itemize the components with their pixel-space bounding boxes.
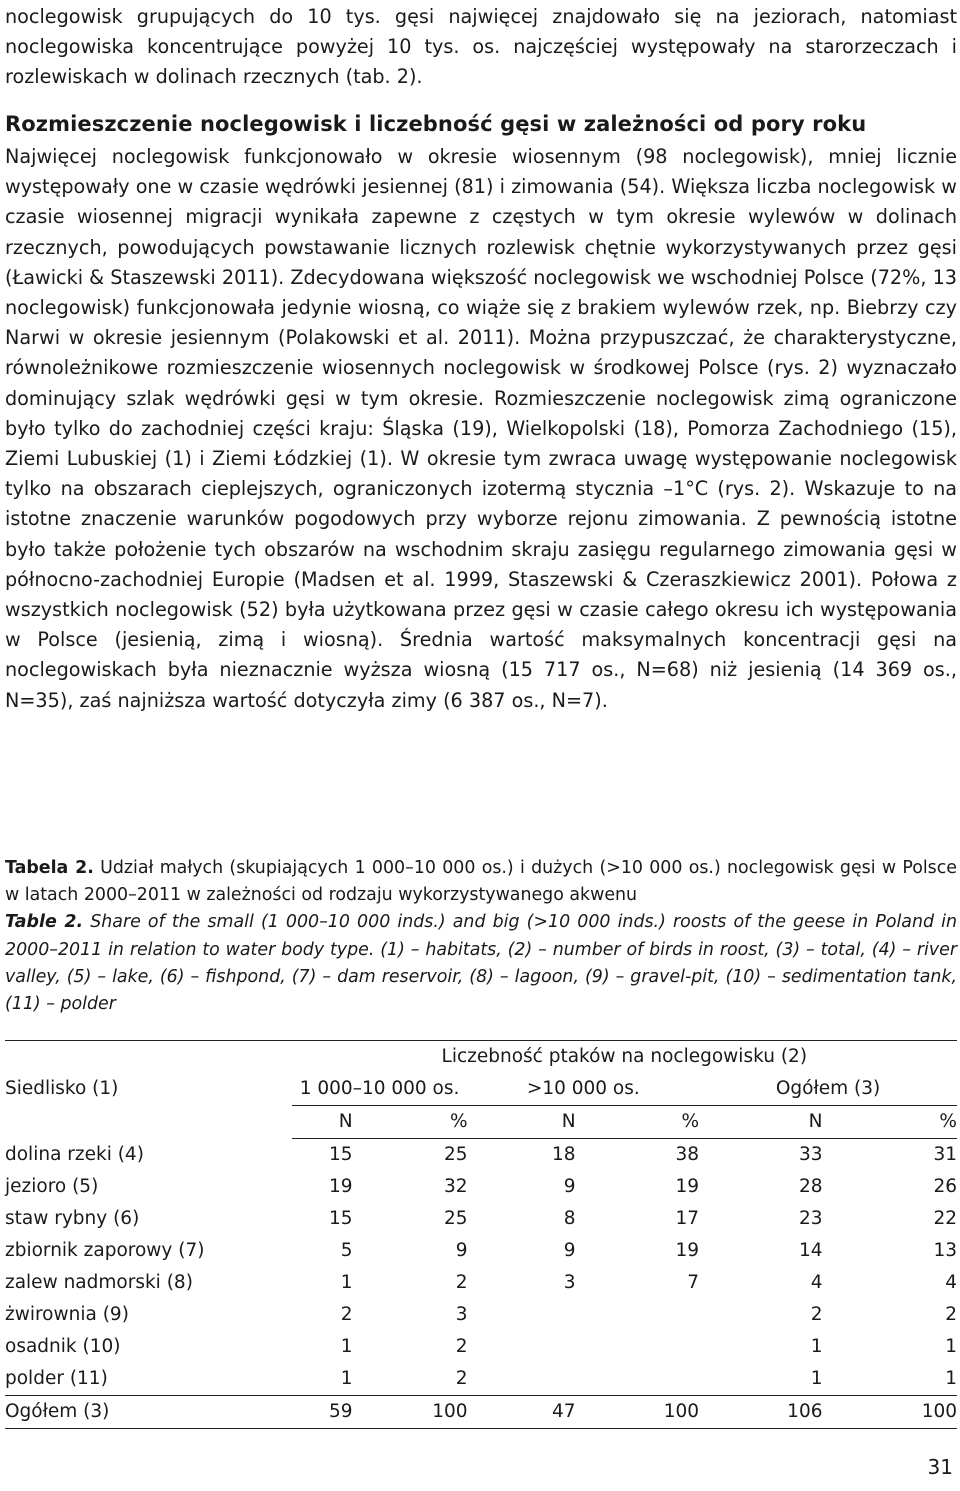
table-cell: 5 [340, 1240, 353, 1261]
table-cell: 3 [455, 1304, 468, 1325]
table-cell: 47 [468, 1396, 576, 1429]
article-page [5, 0, 957, 1491]
table-cell: 25 [444, 1144, 468, 1165]
table-cell: 2 [455, 1336, 468, 1357]
page-number: 31 [927, 1455, 953, 1479]
table-row [5, 1363, 957, 1396]
group-header: Liczebność ptaków na noclegowisku (2) [292, 1041, 957, 1074]
table-cell: 15 [329, 1208, 353, 1229]
table-cell: 7 [687, 1272, 700, 1293]
total-label: Ogółem (3) [5, 1396, 292, 1429]
table-cell: 1 [810, 1336, 823, 1357]
table-cell: 28 [798, 1176, 823, 1197]
table-cell: 106 [699, 1396, 822, 1429]
table-cell: 9 [563, 1176, 576, 1197]
table-cell: 9 [455, 1240, 468, 1261]
table-cell: 2 [455, 1272, 468, 1293]
table-cell: 23 [798, 1208, 823, 1229]
table-cell: 2 [945, 1304, 957, 1325]
table-cell [576, 1363, 699, 1396]
caption-english: Table 2. Share of the small (1 000–10 000 inds.) and big (>10 000 inds.) roosts of the geese in Poland in 2000–2011 in relation to water body type. (1) – habitats, (2) – number of birds in roost, (3) – total, (4) – river valley, (5) – lake, (6) – fishpond, (7) – dam reservoir, (8) – lagoon, (9) – gravel-pit, (10) – sedimentation tank, (11) – polder [5, 912, 958, 1015]
table-cell: 1 [340, 1336, 353, 1357]
habitat-cell: zbiornik zaporowy (7) [5, 1240, 205, 1261]
table-cell: 18 [552, 1144, 576, 1165]
habitat-cell: polder (11) [5, 1368, 108, 1389]
roost-table [5, 1040, 957, 1429]
opening-paragraph: noclegowisk grupujących do 10 tys. gęsi najwięcej znajdowało się na jeziorach, natomiast noclegowiska koncentrujące powyżej 10 tys. os. najczęściej występowały na starorzeczach i rozlewiskach w dolinach rzecznych (tab. 2). [5, 5, 957, 89]
table-row [5, 1171, 957, 1203]
table-cell: 1 [945, 1368, 957, 1389]
table-cell: 17 [675, 1208, 700, 1229]
table-cell: 31 [933, 1144, 957, 1165]
table-cell: 15 [329, 1144, 353, 1165]
habitat-cell: zalew nadmorski (8) [5, 1272, 193, 1293]
unit-header: N [292, 1106, 353, 1139]
table-cell: 2 [810, 1304, 823, 1325]
table-cell: 8 [563, 1208, 576, 1229]
table-cell: 9 [563, 1240, 576, 1261]
table-cell: 59 [292, 1396, 353, 1429]
unit-header: % [822, 1106, 957, 1139]
table-cell: 2 [455, 1368, 468, 1389]
table-row [5, 1267, 957, 1299]
table-row [5, 1299, 957, 1331]
header-total: Ogółem (3) [699, 1073, 957, 1106]
table-row [5, 1331, 957, 1363]
table-cell: 2 [340, 1304, 353, 1325]
table-cell: 32 [444, 1176, 468, 1197]
table-header-row-units [5, 1106, 957, 1139]
table-cell: 19 [675, 1240, 700, 1261]
habitat-header: Siedlisko (1) [5, 1078, 119, 1100]
habitat-cell: jezioro (5) [5, 1176, 99, 1197]
table-cell [576, 1331, 699, 1363]
table-caption [5, 855, 957, 1018]
caption-polish: Tabela 2. Udział małych (skupiających 1 000–10 000 os.) i dużych (>10 000 os.) noclegowisk gęsi w Polsce w latach 2000–2011 w zależności od rodzaju wykorzystywanego akwenu [5, 858, 957, 906]
table-row [5, 1235, 957, 1267]
table-body [5, 1139, 957, 1396]
table-cell [468, 1299, 576, 1331]
table-cell: 1 [340, 1272, 353, 1293]
table-header-row-classes [5, 1073, 957, 1106]
table-cell: 100 [353, 1396, 468, 1429]
section-heading: Rozmieszczenie noclegowisk i liczebność gęsi w zależności od pory roku [5, 112, 867, 136]
table-cell: 14 [798, 1240, 823, 1261]
table-header-row-group [5, 1041, 957, 1074]
table-cell: 38 [675, 1144, 700, 1165]
header-big-roosts: >10 000 os. [468, 1073, 699, 1106]
table-cell: 25 [444, 1208, 468, 1229]
table-row [5, 1139, 957, 1172]
table-cell: 33 [798, 1144, 823, 1165]
table-cell: 4 [810, 1272, 823, 1293]
table-total-row [5, 1396, 957, 1429]
unit-header: N [468, 1106, 576, 1139]
table-row [5, 1203, 957, 1235]
section-body: Najwięcej noclegowisk funkcjonowało w okresie wiosennym (98 noclegowisk), mniej licznie występowały one w czasie wędrówki jesiennej (81) i zimowania (54). Większa liczba noclegowisk w czasie wiosennej migracji wynikała zapewne z częstych w tym okresie wylewów w dolinach rzecznych, powodujących powstawanie licznych rozlewisk chętnie wykorzystywanych przez gęsi (Ławicki & Staszewski 2011). Zdecydowana większość noclegowisk we wschodniej Polsce (72%, 13 noclegowisk) funkcjonowała jedynie wiosną, co wiąże się z brakiem wylewów rzek, np. Biebrzy czy Narwi w okresie jesiennym (Polakowski et al. 2011). Można przypuszczać, że charakterystyczne, równoleżnikowe rozmieszczenie wiosennych noclegowisk w środkowej Polsce (rys. 2) wyznaczało dominujący szlak wędrówki gęsi w tym okresie. Rozmieszczenie noclegowisk zimą ograniczone było tylko do zachodniej części kraju: Śląska (19), Wielkopolski (18), Pomorza Zachodniego (15), Ziemi Lubuskiej (1) i Ziemi Łódzkiej (1). W okresie tym zwraca uwagę występowanie noclegowisk tylko na obszarach cieplejszych, ograniczonych izotermą stycznia –1°C (rys. 2). Wskazuje to na istotne znaczenie warunków pogodowych przy wyborze rejonu zimowania. Z pewnością istotne było także położenie tych obszarów na wschodnim skraju zasięgu regularnego zimowania gęsi w północno-zachodniej Europie (Madsen et al. 1999, Staszewski & Czeraszkiewicz 2001). Połowa z wszystkich noclegowisk (52) była użytkowana przez gęsi w czasie całego okresu ich występowania w Polsce (jesienią, zimą i wiosną). Średnia wartość maksymalnych koncentracji gęsi na noclegowiskach była nieznacznie wyższa wiosną (15 717 os., N=68) niż jesienią (14 369 os., N=35), zaś najniższa wartość dotyczyła zimy (6 387 os., N=7). [5, 145, 957, 712]
habitat-cell: żwirownia (9) [5, 1304, 129, 1325]
unit-header: N [699, 1106, 822, 1139]
header-small-roosts: 1 000–10 000 os. [292, 1073, 468, 1106]
table-cell: 1 [340, 1368, 353, 1389]
habitat-cell: osadnik (10) [5, 1336, 121, 1357]
table-cell [468, 1363, 576, 1396]
habitat-cell: dolina rzeki (4) [5, 1143, 144, 1165]
table-cell: 26 [933, 1176, 957, 1197]
habitat-cell: staw rybny (6) [5, 1208, 140, 1229]
table-cell: 4 [945, 1272, 957, 1293]
table-cell: 13 [933, 1240, 957, 1261]
table-cell: 1 [810, 1368, 823, 1389]
table-cell: 19 [675, 1176, 700, 1197]
caption-polish-label: Tabela 2. [5, 858, 94, 878]
table-cell: 19 [329, 1176, 353, 1197]
table-cell: 3 [563, 1272, 576, 1293]
table-cell: 100 [576, 1396, 699, 1429]
table-cell: 22 [933, 1208, 957, 1229]
caption-english-label: Table 2. [5, 912, 84, 933]
table-cell: 1 [945, 1336, 957, 1357]
table-cell [468, 1331, 576, 1363]
table-cell [576, 1299, 699, 1331]
table-cell: 100 [822, 1396, 957, 1429]
unit-header: % [353, 1106, 468, 1139]
unit-header: % [576, 1106, 699, 1139]
